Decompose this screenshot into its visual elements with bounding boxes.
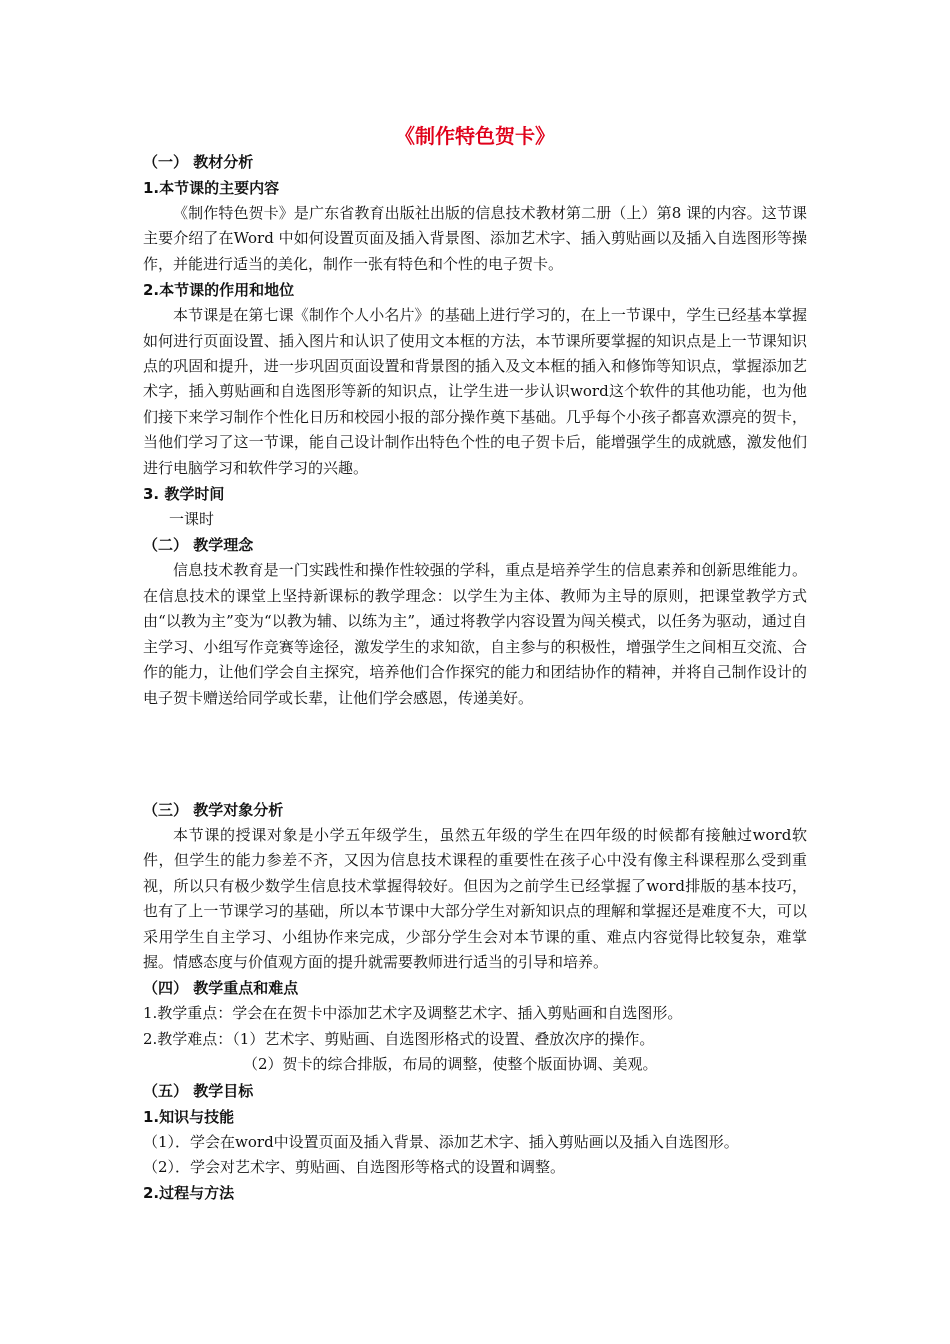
section-heading: （三） 教学对象分析 [143,801,284,819]
section-heading: （四） 教学重点和难点 [143,979,299,998]
paragraph-role-position: 本节课是在第七课《制作个人小名片》的基础上进行学习的，在上一节课中，学生已经基本掌握如何进行页面设置、插入图片和认识了使用文本框的方法，本节课所要掌握的知识点是上一节课知识点的巩固和提升，进一步巩固页面设置和背景图的插入及文本框的插入和修饰等知识点，掌握添加艺术字，插入剪贴画和自选图形等新的知识点，让学生进一步认识word这个软件的其他功能，也为他们接下来学习制作个性化日历和校园小报的部分操作奠下基础。几乎每个小孩子都喜欢漂亮的贺卡，当他们学习了这一节课，能自己设计制作出特色个性的电子贺卡后，能增强学生的成就感，激发他们进行电脑学习和软件学习的兴趣。 [143,306,807,477]
subheading-process-method: 2.过程与方法 [143,1184,235,1203]
objective-line-1: （1）．学会在word中设置页面及插入背景、添加艺术字、插入剪贴画以及插入自选图形。 [143,1132,739,1151]
teaching-time-value: 一课时 [169,510,215,529]
subheading-main-content: 1.本节课的主要内容 [143,179,280,197]
subheading-role-position: 2.本节课的作用和地位 [143,281,295,300]
paragraph-teaching-philosophy: 信息技术教育是一门实践性和操作性较强的学科，重点是培养学生的信息素养和创新思维能力。在信息技术的课堂上坚持新课标的教学理念：以学生为主体、教师为主导的原则，把课堂教学方式由“以教为主”变为“以教为辅、以练为主”，通过将教学内容设置为闯关模式，以任务为驱动，通过自主学习、小组写作竞赛等途径，激发学生的求知欲，自主参与的积极性，增强学生之间相互交流、合作的能力，让他们学会自主探究，培养他们合作探究的能力和团结协作的精神，并将自己制作设计的电子贺卡赠送给同学或长辈，让他们学会感恩，传递美好。 [143,561,807,707]
paragraph-student-analysis: 本节课的授课对象是小学五年级学生，虽然五年级的学生在四年级的时候都有接触过word软件，但学生的能力参差不齐，又因为信息技术课程的重要性在孩子心中没有像主科课程那么受到重视，所以只有极少数学生信息技术掌握得较好。但因为之前学生已经掌握了word排版的基本技巧，也有了上一节课学习的基础，所以本节课中大部分学生对新知识点的理解和掌握还是难度不大，可以采用学生自主学习、小组协作来完成，少部分学生会对本节课的重、难点内容觉得比较复杂，难掌握。情感态度与价值观方面的提升就需要教师进行适当的引导和培养。 [143,826,807,972]
document-title: 《制作特色贺卡》 [395,124,555,148]
key-point-line: 1.教学重点：学会在在贺卡中添加艺术字及调整艺术字、插入剪贴画和自选图形。 [143,1004,683,1023]
section-heading: （一） 教材分析 [143,153,254,171]
section-student-analysis [143,797,807,1206]
subheading-knowledge-skills: 1.知识与技能 [143,1107,235,1126]
section-heading: （五） 教学目标 [143,1081,254,1100]
subheading-teaching-time: 3. 教学时间 [143,485,225,504]
section-heading: （二） 教学理念 [143,536,254,555]
objective-line-2: （2）．学会对艺术字、剪贴画、自选图形等格式的设置和调整。 [143,1158,566,1177]
difficulty-line-2: （2）贺卡的综合排版，布局的调整，使整个版面协调、美观。 [243,1055,658,1074]
paragraph-main-content: 《制作特色贺卡》是广东省教育出版社出版的信息技术教材第二册（上）第8 课的内容。这节课主要介绍了在Word 中如何设置页面及插入背景图、添加艺术字、插入剪贴画以及插入自选图形等操作，并能进行适当的美化，制作一张有特色和个性的电子贺卡。 [143,204,807,273]
section-material-analysis [143,149,807,711]
difficulty-line: 2.教学难点：（1）艺术字、剪贴画、自选图形格式的设置、叠放次序的操作。 [143,1029,655,1048]
